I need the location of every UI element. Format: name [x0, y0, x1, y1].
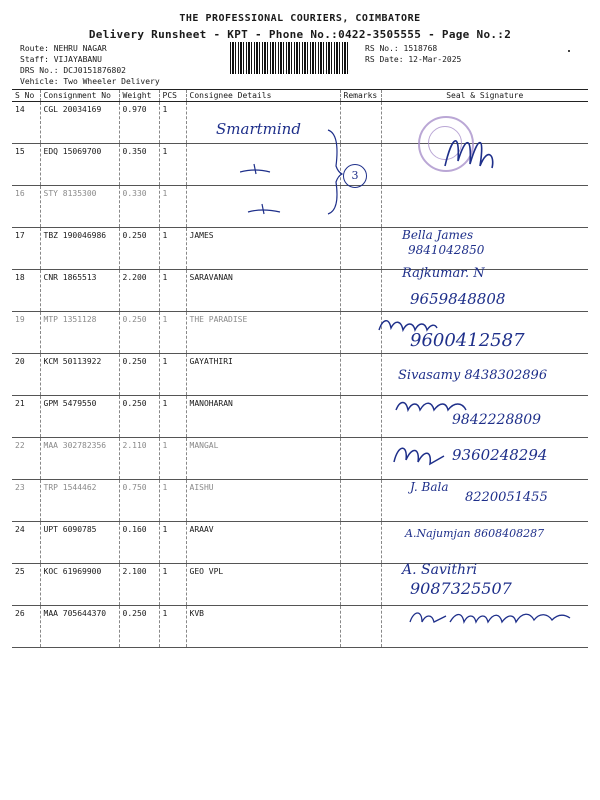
cell-pcs: 1: [159, 102, 186, 144]
cell-weight: 0.250: [119, 228, 159, 270]
cell-pcs: 1: [159, 480, 186, 522]
runsheet-meta-right: [365, 43, 461, 65]
cell-sno: 22: [12, 438, 40, 480]
col-consignee: Consignee Details: [186, 90, 340, 102]
speck: [568, 50, 570, 52]
col-sno: S No: [12, 90, 40, 102]
cell-consignment: TRP 1544462: [40, 480, 119, 522]
cell-pcs: 1: [159, 228, 186, 270]
cell-pcs: 1: [159, 354, 186, 396]
handwritten-row20: Sivasamy 8438302896: [398, 368, 548, 383]
drs-number: DRS No.: DCJ0151876802: [20, 66, 126, 75]
cell-sno: 24: [12, 522, 40, 564]
runsheet-meta-left: [20, 43, 160, 87]
table-row: [12, 144, 588, 186]
staff-label: Staff: VIJAYABANU: [20, 55, 102, 64]
cell-pcs: 1: [159, 312, 186, 354]
cell-consignee: ARAAV: [186, 522, 340, 564]
handwritten-name-row25: A. Savithri: [402, 562, 478, 578]
runsheet-title: Delivery Runsheet - KPT - Phone No.:0422-3505555 - Page No.:2: [88, 28, 512, 41]
ditto-marks: [240, 160, 300, 220]
vehicle-label: Vehicle: Two Wheeler Delivery: [20, 77, 160, 86]
cell-remarks: [340, 102, 381, 144]
cell-pcs: 1: [159, 564, 186, 606]
cell-consignment: TBZ 190046986: [40, 228, 119, 270]
cell-weight: 0.250: [119, 606, 159, 648]
cell-consignee: GEO VPL: [186, 564, 340, 606]
cell-sno: 19: [12, 312, 40, 354]
brace-mark: [324, 126, 344, 216]
handwritten-name-row18: Rajkumar. N: [402, 266, 485, 281]
col-remarks: Remarks: [340, 90, 381, 102]
scribbled-signature-row22: [388, 440, 448, 470]
cell-weight: 0.330: [119, 186, 159, 228]
col-consignment: Consignment No: [40, 90, 119, 102]
cell-sno: 18: [12, 270, 40, 312]
handwritten-phone-row25: 9087325507: [410, 579, 512, 598]
cell-weight: 0.970: [119, 102, 159, 144]
cell-weight: 0.250: [119, 354, 159, 396]
cell-consignee: MANGAL: [186, 438, 340, 480]
cell-remarks: [340, 606, 381, 648]
col-seal: Seal & Signature: [381, 90, 588, 102]
cell-weight: 0.750: [119, 480, 159, 522]
handwritten-phone-row17: 9841042850: [408, 243, 485, 257]
cell-consignee: JAMES: [186, 228, 340, 270]
cell-consignee: THE PARADISE: [186, 312, 340, 354]
table-row: [12, 186, 588, 228]
cell-sno: 14: [12, 102, 40, 144]
rs-number: RS No.: 1518768: [365, 44, 438, 53]
cell-pcs: 1: [159, 438, 186, 480]
cell-remarks: [340, 186, 381, 228]
cell-sno: 21: [12, 396, 40, 438]
handwritten-phone-row22: 9360248294: [452, 446, 548, 464]
table-header-row: [12, 90, 588, 102]
cell-sno: 17: [12, 228, 40, 270]
cell-consignment: UPT 6090785: [40, 522, 119, 564]
cell-sno: 25: [12, 564, 40, 606]
rs-date: RS Date: 12-Mar-2025: [365, 55, 462, 64]
cell-remarks: [340, 438, 381, 480]
cell-consignment: STY 8135300: [40, 186, 119, 228]
col-pcs: PCS: [159, 90, 186, 102]
cell-remarks: [340, 270, 381, 312]
cell-consignment: MTP 1351128: [40, 312, 119, 354]
cell-seal: [381, 186, 588, 228]
handwritten-phone-row18: 9659848808: [410, 290, 506, 308]
table-row: [12, 228, 588, 270]
cell-weight: 0.250: [119, 312, 159, 354]
tamil-signature-row26: [406, 606, 576, 630]
cell-consignment: KCM 50113922: [40, 354, 119, 396]
handwritten-phone-row21: 9842228809: [452, 412, 542, 428]
cell-consignee: AISHU: [186, 480, 340, 522]
circled-count: 3: [343, 164, 367, 188]
cell-remarks: [340, 354, 381, 396]
cell-remarks: [340, 522, 381, 564]
cell-sno: 20: [12, 354, 40, 396]
cell-consignment: MAA 705644370: [40, 606, 119, 648]
company-name: THE PROFESSIONAL COURIERS, COIMBATORE: [179, 13, 421, 24]
cell-remarks: [340, 564, 381, 606]
handwritten-row24: A.Najumjan 8608408287: [405, 527, 545, 540]
cell-sno: 15: [12, 144, 40, 186]
cell-consignment: CNR 1865513: [40, 270, 119, 312]
cell-consignee: MANOHARAN: [186, 396, 340, 438]
cell-pcs: 1: [159, 396, 186, 438]
cell-remarks: [340, 228, 381, 270]
route-label: Route: NEHRU NAGAR: [20, 44, 107, 53]
cell-consignment: EDQ 15069700: [40, 144, 119, 186]
col-weight: Weight: [119, 90, 159, 102]
cell-weight: 0.350: [119, 144, 159, 186]
cell-pcs: 1: [159, 186, 186, 228]
handwritten-name-row17: Bella James: [402, 228, 474, 242]
cell-weight: 0.250: [119, 396, 159, 438]
scribbled-signature-row15: [440, 126, 500, 176]
handwritten-phone-row23: 8220051455: [465, 490, 548, 505]
cell-sno: 23: [12, 480, 40, 522]
handwritten-name-row23: J. Bala: [410, 480, 449, 494]
cell-sno: 26: [12, 606, 40, 648]
cell-consignee: SARAVANAN: [186, 270, 340, 312]
handwritten-phone-row19: 9600412587: [410, 330, 525, 351]
cell-weight: 2.100: [119, 564, 159, 606]
handwritten-smartmind: Smartmind: [216, 120, 301, 138]
barcode-image: [230, 42, 350, 74]
cell-remarks: [340, 396, 381, 438]
cell-consignee: KVB: [186, 606, 340, 648]
cell-pcs: 1: [159, 144, 186, 186]
cell-pcs: 1: [159, 522, 186, 564]
cell-pcs: 1: [159, 270, 186, 312]
cell-weight: 2.200: [119, 270, 159, 312]
cell-consignee: GAYATHIRI: [186, 354, 340, 396]
cell-sno: 16: [12, 186, 40, 228]
cell-remarks: [340, 480, 381, 522]
cell-weight: 2.110: [119, 438, 159, 480]
cell-weight: 0.160: [119, 522, 159, 564]
cell-consignment: CGL 20034169: [40, 102, 119, 144]
cell-consignment: MAA 302782356: [40, 438, 119, 480]
cell-consignment: KOC 61969900: [40, 564, 119, 606]
cell-pcs: 1: [159, 606, 186, 648]
cell-consignment: GPM 5479550: [40, 396, 119, 438]
